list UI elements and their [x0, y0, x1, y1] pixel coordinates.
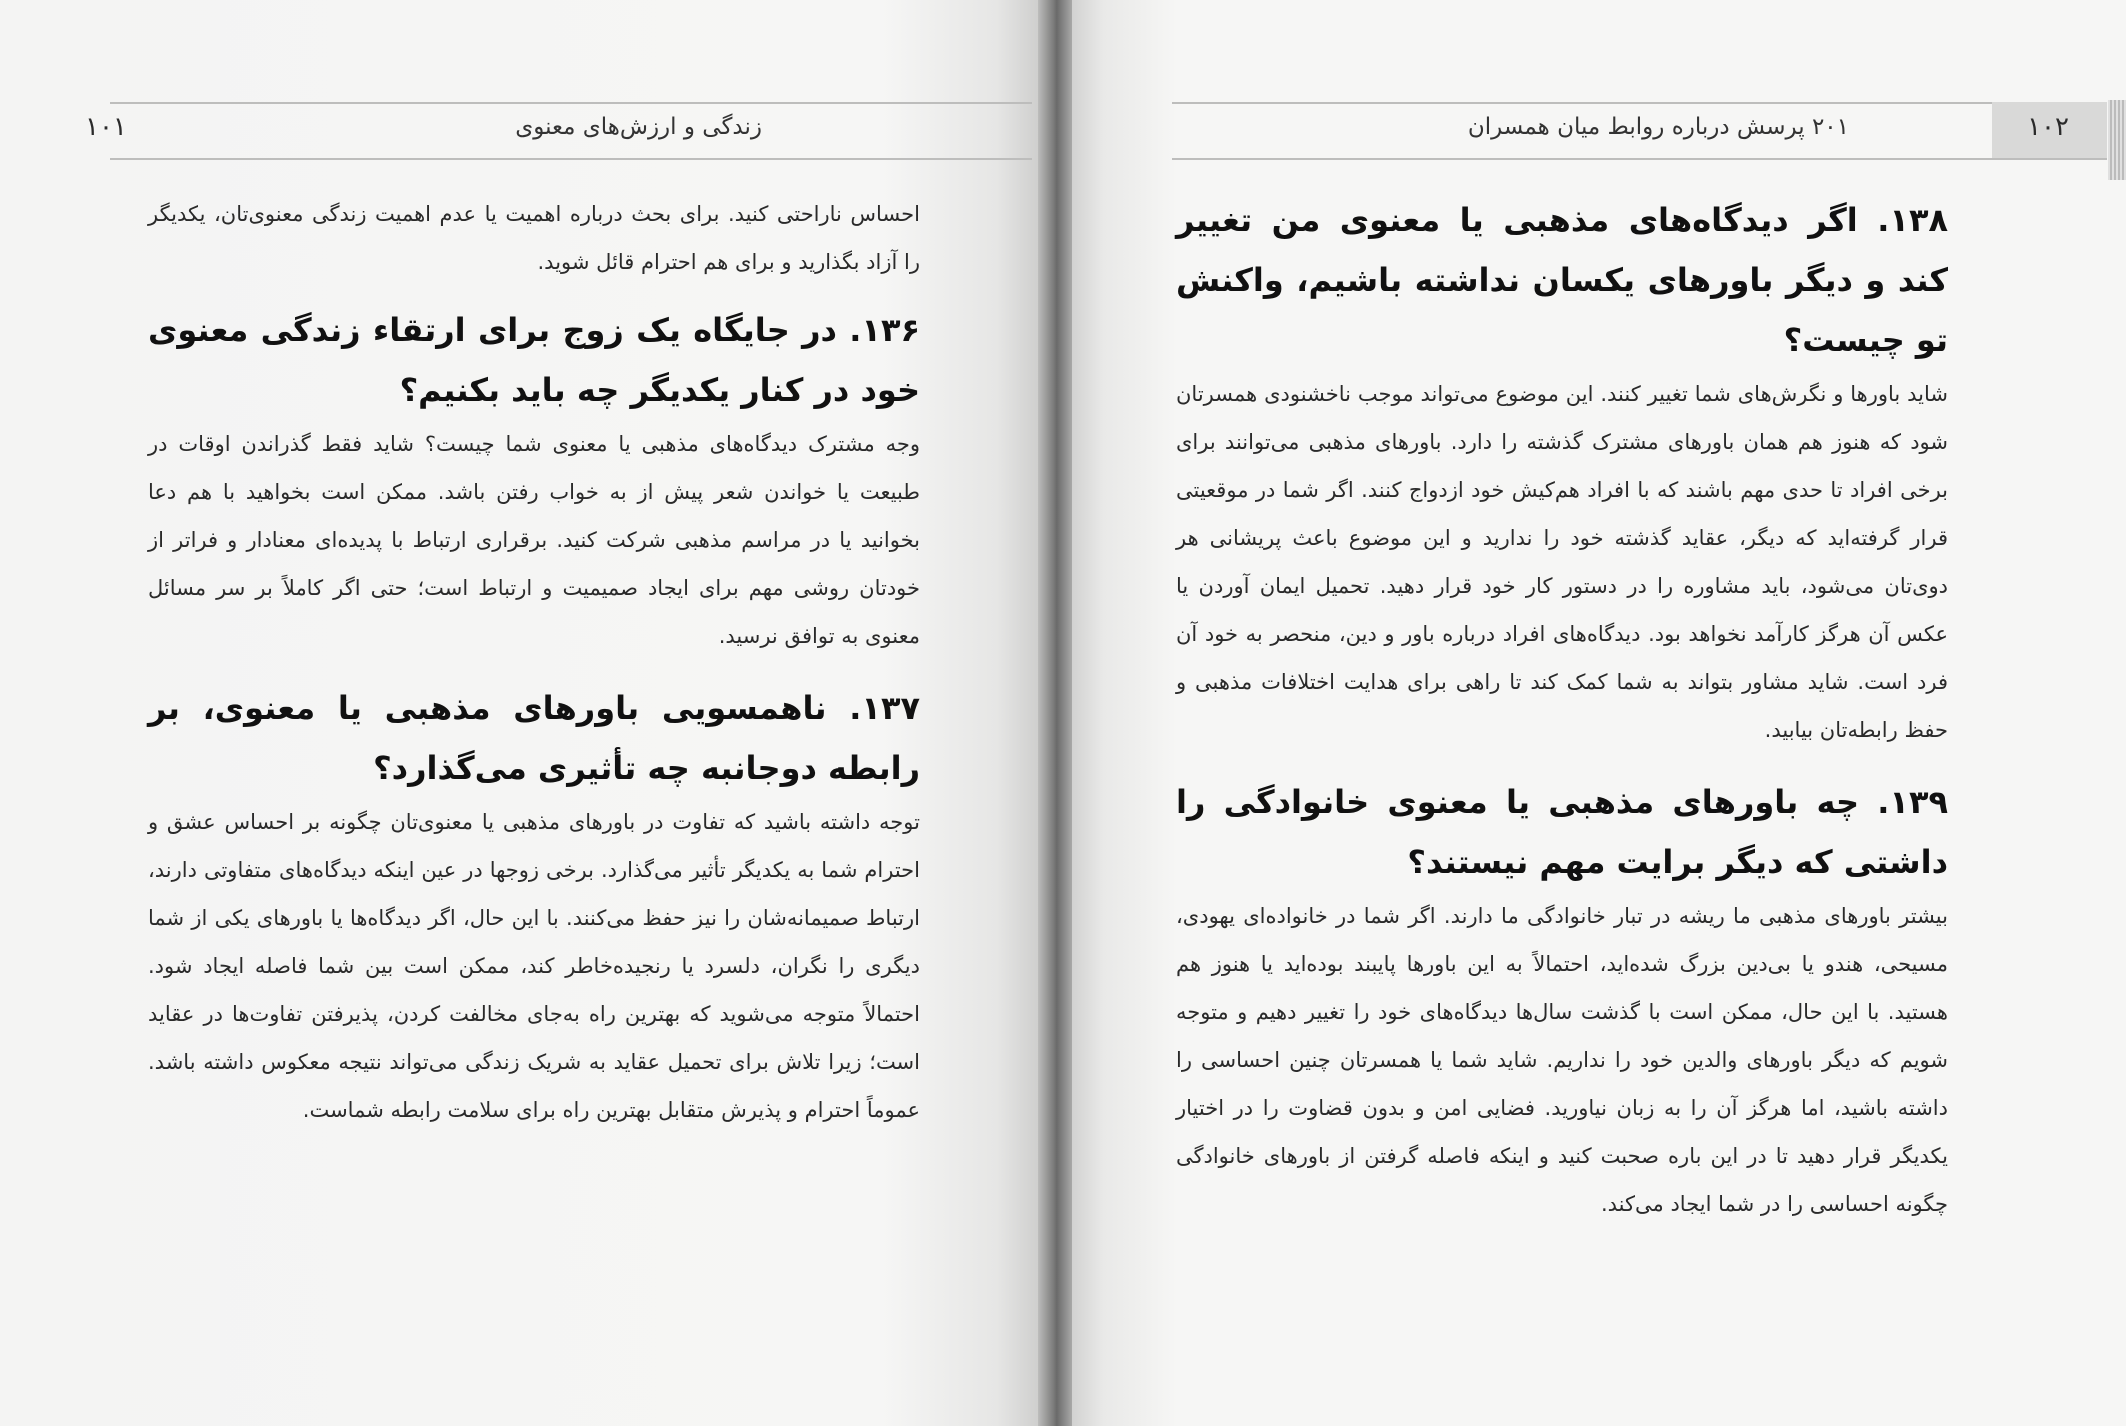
header-rule: [110, 102, 1032, 104]
intro-paragraph: احساس ناراحتی کنید. برای بحث درباره اهمیت یا عدم اهمیت زندگی معنوی‌تان، یکدیگر را آزاد بگذارید و برای هم احترام قائل شوید.: [148, 202, 920, 274]
question-heading: ۱۳۶. در جایگاه یک زوج برای ارتقاء زندگی معنوی خود در کنار یکدیگر چه باید بکنیم؟: [148, 311, 920, 409]
right-page: [1072, 0, 2126, 1426]
running-title: ۲۰۱ پرسش درباره روابط میان همسران: [1467, 114, 1849, 140]
running-title: زندگی و ارزش‌های معنوی: [515, 114, 762, 140]
question-heading: ۱۳۹. چه باورهای مذهبی یا معنوی خانوادگی را داشتی که دیگر برایت مهم نیستند؟: [1176, 783, 1948, 881]
answer-paragraph: وجه مشترک دیدگاه‌های مذهبی یا معنوی شما چیست؟ شاید فقط گذراندن اوقات در طبیعت یا خواندن شعر پیش از به خواب رفتن باشد. ممکن است بخواهید با هم دعا بخوانید یا در مراسم مذهبی شرکت کنید. برقراری ارتباط با پدیده‌ای معنادار و فراتر از خودتان روشی مهم برای ایجاد صمیمیت و ارتباط است؛ حتی اگر کاملاً بر سر مسائل معنوی به توافق نرسید.: [148, 432, 920, 648]
question-heading: ۱۳۸. اگر دیدگاه‌های مذهبی یا معنوی من تغییر کند و دیگر باورهای یکسان نداشته باشیم، واکنش تو چیست؟: [1176, 201, 1948, 359]
header-rule: [110, 158, 1032, 160]
header-rule: [1172, 158, 2107, 160]
book-gutter: [1038, 0, 1072, 1426]
left-page-body: [148, 190, 920, 1134]
header-rule: [1172, 102, 2107, 104]
question-heading: ۱۳۷. ناهمسویی باورهای مذهبی یا معنوی، بر رابطه دوجانبه چه تأثیری می‌گذارد؟: [148, 689, 920, 787]
answer-paragraph: توجه داشته باشید که تفاوت در باورهای مذهبی یا معنوی‌تان چگونه بر احساس عشق و احترام شما به یکدیگر تأثیر می‌گذارد. برخی زوجها در عین اینکه دیدگاه‌های متفاوتی دارند، ارتباط صمیمانه‌شان را نیز حفظ می‌کنند. با این حال، اگر دیدگاه‌ها یا باورهای یکی از شما دیگری را نگران، دلسرد یا رنجیده‌خاطر کند، ممکن است بین شما فاصله ایجاد شود. احتمالاً متوجه می‌شوید که بهترین راه به‌جای مخالفت کردن، پذیرفتن تفاوت‌ها در عقاید است؛ زیرا تلاش برای تحمیل عقاید به شریک زندگی می‌تواند نتیجه معکوس داشته باشد. عموماً احترام و پذیرش متقابل بهترین راه برای سلامت رابطه شماست.: [148, 810, 920, 1122]
page-number: ۱۰۱: [85, 112, 127, 142]
answer-paragraph: بیشتر باورهای مذهبی ما ریشه در تبار خانوادگی ما دارند. اگر شما در خانواده‌ای یهودی، مسیحی، هندو یا بی‌دین بزرگ شده‌اید، احتمالاً به این باورها پایبند بوده‌اید یا هنوز هم هستید. با این حال، ممکن است با گذشت سال‌ها دیدگاه‌های خود را تغییر دهیم و متوجه شویم که دیگر باورهای والدین خود را نداریم. شاید شما یا همسرتان چنین احساسی را داشته باشید، اما هرگز آن را به زبان نیاورید. فضایی امن و بدون قضاوت را در اختیار یکدیگر قرار دهید تا در این باره صحبت کنید و اینکه فاصله گرفتن از باورهای خانوادگی چگونه احساسی را در شما ایجاد می‌کند.: [1176, 904, 1948, 1216]
page-edge-strip: [2108, 100, 2126, 180]
right-page-header: [1172, 102, 2107, 160]
right-page-body: [1176, 190, 1948, 1228]
page-number: ۱۰۲: [2027, 112, 2069, 142]
answer-paragraph: شاید باورها و نگرش‌های شما تغییر کنند. این موضوع می‌تواند موجب ناخشنودی همسرتان شود که هنوز هم همان باورهای مشترک گذشته را دارد. باورهای مذهبی می‌توانند برای برخی افراد تا حدی مهم باشند که با افراد هم‌کیش خود ازدواج کنند. اگر شما در موقعیتی قرار گرفته‌اید که دیگر، عقاید گذشته خود را ندارید و این موضوع باعث پریشانی هر دوی‌تان می‌شود، باید مشاوره را در دستور کار خود قرار دهید. تحمیل ایمان آوردن یا عکس آن هرگز کارآمد نخواهد بود. دیدگاه‌های افراد درباره باور و دین، منحصر به خود آن فرد است. شاید مشاور بتواند به شما کمک کند تا راهی برای هدایت اختلافات مذهبی و حفظ رابطه‌تان بیابید.: [1176, 382, 1948, 742]
left-page-header: [85, 102, 1032, 160]
left-page: [0, 0, 1038, 1426]
